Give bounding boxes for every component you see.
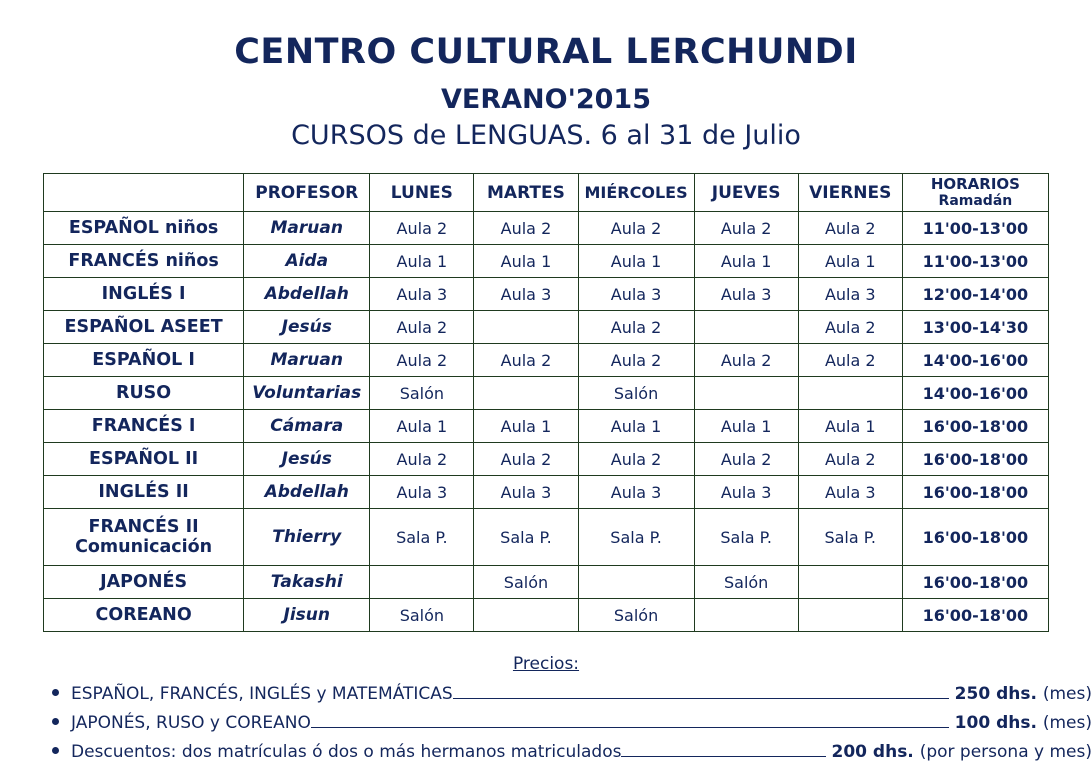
course-name: FRANCÉS niños [68, 250, 219, 271]
cell-miercoles: Salón [578, 599, 694, 632]
price-note: (por persona y mes) [919, 742, 1092, 762]
cell-miercoles [578, 566, 694, 599]
cell-course [44, 278, 244, 311]
cell-course [44, 377, 244, 410]
cell-lunes: Aula 2 [370, 311, 474, 344]
cell-course [44, 566, 244, 599]
course-name: ESPAÑOL II [89, 448, 199, 469]
cell-lunes: Aula 1 [370, 245, 474, 278]
cell-viernes: Aula 2 [798, 344, 902, 377]
cell-viernes: Aula 2 [798, 443, 902, 476]
header-cell-lunes: LUNES [370, 174, 474, 212]
cell-martes [474, 311, 578, 344]
table-row [44, 212, 1049, 245]
cell-lunes: Aula 2 [370, 344, 474, 377]
table-row [44, 311, 1049, 344]
cell-martes: Aula 1 [474, 410, 578, 443]
cell-lunes: Sala P. [370, 509, 474, 566]
price-value: 100 dhs. [954, 713, 1037, 734]
cell-course [44, 344, 244, 377]
cell-course [44, 245, 244, 278]
schedule-table-container [43, 173, 1049, 632]
table-row [44, 278, 1049, 311]
table-row [44, 476, 1049, 509]
cell-miercoles: Salón [578, 377, 694, 410]
price-leader-line [621, 756, 825, 757]
cell-miercoles: Aula 2 [578, 344, 694, 377]
table-row [44, 245, 1049, 278]
header-cell-jueves: JUEVES [694, 174, 798, 212]
cell-course [44, 476, 244, 509]
course-name: COREANO [95, 604, 192, 625]
price-label: JAPONÉS, RUSO y COREANO [71, 713, 311, 734]
cell-horario: 11'00-13'00 [902, 212, 1048, 245]
course-name: JAPONÉS [100, 571, 188, 592]
cell-miercoles: Aula 1 [578, 245, 694, 278]
course-name: INGLÉS I [101, 283, 186, 304]
cell-horario: 16'00-18'00 [902, 509, 1048, 566]
cell-jueves: Aula 2 [694, 212, 798, 245]
cell-professor: Aida [244, 245, 370, 278]
title-block [0, 0, 1092, 151]
price-amount [832, 742, 1092, 762]
subtitle-season: VERANO'2015 [441, 84, 651, 115]
cell-horario: 11'00-13'00 [902, 245, 1048, 278]
course-name-line2: Comunicación [75, 537, 213, 558]
cell-professor: Maruan [244, 212, 370, 245]
table-body [44, 212, 1049, 632]
cell-jueves [694, 311, 798, 344]
page-title: CENTRO CULTURAL LERCHUNDI [234, 32, 858, 72]
cell-miercoles: Aula 1 [578, 410, 694, 443]
cell-miercoles: Aula 3 [578, 278, 694, 311]
cell-viernes: Sala P. [798, 509, 902, 566]
cell-jueves [694, 599, 798, 632]
cell-jueves: Sala P. [694, 509, 798, 566]
cell-horario: 12'00-14'00 [902, 278, 1048, 311]
price-amount [955, 713, 1092, 733]
header-cell-empty [44, 174, 244, 212]
cell-horario: 13'00-14'30 [902, 311, 1048, 344]
cell-course [44, 443, 244, 476]
price-value: 250 dhs. [954, 684, 1037, 705]
header-horarios-ramadan: Ramadán [938, 193, 1013, 210]
cell-professor: Voluntarias [244, 377, 370, 410]
cell-lunes: Aula 3 [370, 476, 474, 509]
price-leader-line [453, 698, 949, 699]
table-head [44, 174, 1049, 212]
cell-viernes: Aula 3 [798, 476, 902, 509]
cell-course [44, 509, 244, 566]
cell-martes [474, 377, 578, 410]
cell-professor: Maruan [244, 344, 370, 377]
cell-lunes: Aula 2 [370, 212, 474, 245]
cell-horario: 16'00-18'00 [902, 599, 1048, 632]
cell-jueves: Aula 1 [694, 245, 798, 278]
cell-jueves [694, 377, 798, 410]
cell-martes: Aula 2 [474, 344, 578, 377]
cell-viernes [798, 377, 902, 410]
course-name: RUSO [116, 382, 172, 403]
cell-martes: Aula 2 [474, 443, 578, 476]
header-cell-viernes: VIERNES [798, 174, 902, 212]
price-value: 200 dhs. [831, 742, 914, 762]
price-label: Descuentos: dos matrículas ó dos o más hermanos matriculados [71, 742, 622, 762]
prices-list [0, 684, 1092, 762]
table-row [44, 377, 1049, 410]
cell-viernes: Aula 3 [798, 278, 902, 311]
cell-jueves: Aula 2 [694, 443, 798, 476]
cell-lunes [370, 566, 474, 599]
header-horarios-label: HORARIOS [930, 175, 1020, 193]
course-name: ESPAÑOL I [92, 349, 195, 370]
price-item [52, 742, 1092, 762]
cell-lunes: Aula 2 [370, 443, 474, 476]
header-cell-martes: MARTES [474, 174, 578, 212]
cell-martes: Sala P. [474, 509, 578, 566]
course-name: FRANCÉS I [91, 415, 196, 436]
cell-jueves: Aula 3 [694, 278, 798, 311]
cell-jueves: Aula 3 [694, 476, 798, 509]
bullet-icon [52, 689, 59, 696]
schedule-table [43, 173, 1049, 632]
price-label: ESPAÑOL, FRANCÉS, INGLÉS y MATEMÁTICAS [71, 684, 453, 705]
table-row [44, 566, 1049, 599]
prices-title: Precios: [512, 654, 580, 675]
cell-lunes: Aula 3 [370, 278, 474, 311]
cell-horario: 14'00-16'00 [902, 344, 1048, 377]
table-row [44, 509, 1049, 566]
table-row [44, 599, 1049, 632]
cell-martes: Aula 3 [474, 278, 578, 311]
cell-miercoles: Sala P. [578, 509, 694, 566]
cell-professor: Jesús [244, 311, 370, 344]
cell-horario: 14'00-16'00 [902, 377, 1048, 410]
cell-miercoles: Aula 2 [578, 443, 694, 476]
cell-viernes [798, 566, 902, 599]
cell-professor: Cámara [244, 410, 370, 443]
subtitle-courses: CURSOS de LENGUAS. 6 al 31 de Julio [291, 120, 801, 151]
cell-lunes: Aula 1 [370, 410, 474, 443]
course-name: ESPAÑOL ASEET [64, 316, 223, 337]
cell-viernes: Aula 2 [798, 311, 902, 344]
header-cell-profesor: PROFESOR [244, 174, 370, 212]
price-note: (mes) [1042, 684, 1092, 705]
cell-professor: Thierry [244, 509, 370, 566]
cell-martes: Salón [474, 566, 578, 599]
table-row [44, 344, 1049, 377]
cell-viernes [798, 599, 902, 632]
cell-horario: 16'00-18'00 [902, 410, 1048, 443]
header-row [44, 174, 1049, 212]
header-cell-horarios [902, 174, 1048, 212]
price-item [52, 713, 1092, 733]
cell-martes [474, 599, 578, 632]
cell-course [44, 311, 244, 344]
cell-viernes: Aula 1 [798, 410, 902, 443]
cell-jueves: Salón [694, 566, 798, 599]
cell-martes: Aula 3 [474, 476, 578, 509]
cell-horario: 16'00-18'00 [902, 476, 1048, 509]
cell-viernes: Aula 1 [798, 245, 902, 278]
course-name: INGLÉS II [98, 481, 189, 502]
cell-horario: 16'00-18'00 [902, 566, 1048, 599]
price-item [52, 684, 1092, 704]
bullet-icon [52, 718, 59, 725]
cell-course [44, 212, 244, 245]
cell-professor: Jesús [244, 443, 370, 476]
price-amount [955, 684, 1092, 704]
cell-viernes: Aula 2 [798, 212, 902, 245]
cell-miercoles: Aula 2 [578, 311, 694, 344]
cell-professor: Abdellah [244, 278, 370, 311]
cell-course [44, 599, 244, 632]
cell-martes: Aula 1 [474, 245, 578, 278]
cell-jueves: Aula 1 [694, 410, 798, 443]
table-row [44, 410, 1049, 443]
cell-miercoles: Aula 2 [578, 212, 694, 245]
cell-martes: Aula 2 [474, 212, 578, 245]
table-row [44, 443, 1049, 476]
header-cell-miercoles: MIÉRCOLES [578, 174, 694, 212]
cell-lunes: Salón [370, 599, 474, 632]
bullet-icon [52, 747, 59, 754]
price-leader-line [311, 727, 949, 728]
course-name: ESPAÑOL niños [68, 217, 219, 238]
cell-miercoles: Aula 3 [578, 476, 694, 509]
cell-horario: 16'00-18'00 [902, 443, 1048, 476]
cell-course [44, 410, 244, 443]
course-name: FRANCÉS II [88, 517, 199, 538]
price-note: (mes) [1042, 713, 1092, 734]
cell-professor: Abdellah [244, 476, 370, 509]
cell-professor: Takashi [244, 566, 370, 599]
cell-lunes: Salón [370, 377, 474, 410]
cell-professor: Jisun [244, 599, 370, 632]
cell-jueves: Aula 2 [694, 344, 798, 377]
